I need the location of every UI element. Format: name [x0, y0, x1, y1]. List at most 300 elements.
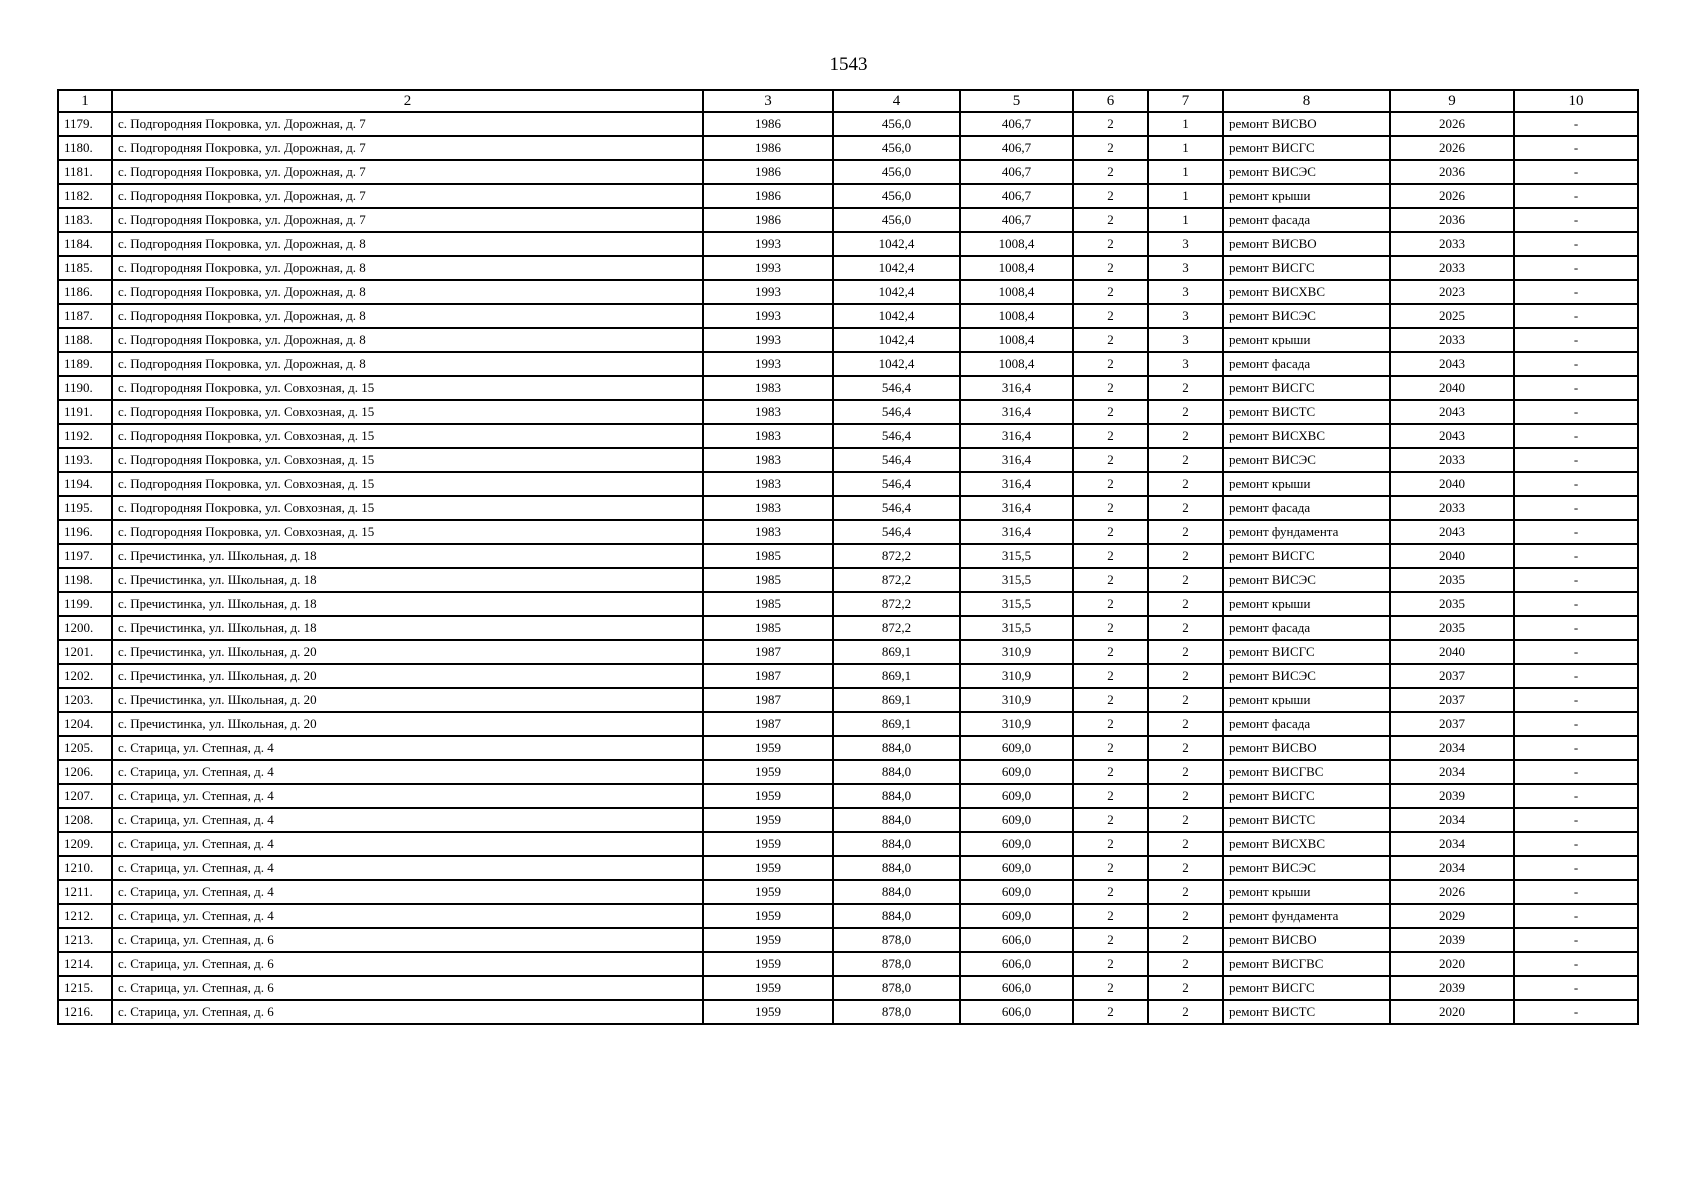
cell-row-number: 1179.: [58, 112, 112, 136]
cell-address: с. Старица, ул. Степная, д. 4: [112, 736, 703, 760]
cell-note: -: [1514, 520, 1638, 544]
table-row: [58, 352, 1638, 376]
cell-year-built: 1986: [703, 184, 833, 208]
cell-note: -: [1514, 928, 1638, 952]
cell-work-type: ремонт ВИСХВС: [1223, 280, 1390, 304]
cell-entrances: 2: [1148, 376, 1223, 400]
cell-floors: 2: [1073, 256, 1148, 280]
cell-work-type: ремонт ВИСВО: [1223, 112, 1390, 136]
cell-year-built: 1983: [703, 400, 833, 424]
cell-row-number: 1202.: [58, 664, 112, 688]
cell-address: с. Подгородняя Покровка, ул. Дорожная, д. 8: [112, 304, 703, 328]
cell-entrances: 2: [1148, 1000, 1223, 1024]
cell-planned-year: 2025: [1390, 304, 1514, 328]
cell-entrances: 2: [1148, 952, 1223, 976]
cell-living-area: 316,4: [960, 520, 1073, 544]
cell-work-type: ремонт фасада: [1223, 496, 1390, 520]
cell-note: -: [1514, 712, 1638, 736]
cell-address: с. Старица, ул. Степная, д. 6: [112, 976, 703, 1000]
cell-work-type: ремонт ВИСТС: [1223, 400, 1390, 424]
cell-address: с. Подгородняя Покровка, ул. Дорожная, д. 7: [112, 208, 703, 232]
cell-total-area: 546,4: [833, 424, 960, 448]
cell-entrances: 2: [1148, 832, 1223, 856]
cell-row-number: 1182.: [58, 184, 112, 208]
table-row: [58, 520, 1638, 544]
cell-entrances: 1: [1148, 208, 1223, 232]
cell-entrances: 2: [1148, 976, 1223, 1000]
cell-entrances: 2: [1148, 736, 1223, 760]
cell-note: -: [1514, 640, 1638, 664]
cell-note: -: [1514, 280, 1638, 304]
cell-work-type: ремонт фасада: [1223, 712, 1390, 736]
cell-planned-year: 2043: [1390, 352, 1514, 376]
cell-work-type: ремонт фасада: [1223, 616, 1390, 640]
cell-address: с. Подгородняя Покровка, ул. Совхозная, д. 15: [112, 448, 703, 472]
cell-row-number: 1216.: [58, 1000, 112, 1024]
cell-total-area: 872,2: [833, 616, 960, 640]
cell-entrances: 1: [1148, 184, 1223, 208]
cell-row-number: 1186.: [58, 280, 112, 304]
cell-entrances: 2: [1148, 520, 1223, 544]
cell-note: -: [1514, 856, 1638, 880]
cell-planned-year: 2035: [1390, 592, 1514, 616]
cell-work-type: ремонт крыши: [1223, 880, 1390, 904]
cell-floors: 2: [1073, 592, 1148, 616]
table-row: [58, 712, 1638, 736]
cell-address: с. Пречистинка, ул. Школьная, д. 18: [112, 592, 703, 616]
cell-note: -: [1514, 232, 1638, 256]
cell-entrances: 2: [1148, 592, 1223, 616]
table-row: [58, 496, 1638, 520]
cell-floors: 2: [1073, 688, 1148, 712]
cell-planned-year: 2043: [1390, 400, 1514, 424]
cell-work-type: ремонт фундамента: [1223, 520, 1390, 544]
cell-planned-year: 2034: [1390, 808, 1514, 832]
cell-year-built: 1993: [703, 256, 833, 280]
cell-work-type: ремонт фасада: [1223, 352, 1390, 376]
cell-note: -: [1514, 352, 1638, 376]
table-row: [58, 544, 1638, 568]
cell-work-type: ремонт ВИСГС: [1223, 136, 1390, 160]
cell-row-number: 1194.: [58, 472, 112, 496]
cell-living-area: 609,0: [960, 736, 1073, 760]
cell-note: -: [1514, 664, 1638, 688]
cell-total-area: 884,0: [833, 736, 960, 760]
cell-note: -: [1514, 304, 1638, 328]
cell-year-built: 1959: [703, 1000, 833, 1024]
cell-address: с. Подгородняя Покровка, ул. Дорожная, д. 7: [112, 184, 703, 208]
cell-row-number: 1193.: [58, 448, 112, 472]
cell-year-built: 1983: [703, 424, 833, 448]
cell-row-number: 1185.: [58, 256, 112, 280]
cell-living-area: 1008,4: [960, 280, 1073, 304]
cell-address: с. Подгородняя Покровка, ул. Дорожная, д. 8: [112, 328, 703, 352]
cell-planned-year: 2033: [1390, 232, 1514, 256]
cell-address: с. Подгородняя Покровка, ул. Совхозная, д. 15: [112, 520, 703, 544]
cell-year-built: 1959: [703, 736, 833, 760]
cell-entrances: 2: [1148, 928, 1223, 952]
cell-living-area: 316,4: [960, 448, 1073, 472]
table-row: [58, 856, 1638, 880]
table-row: [58, 904, 1638, 928]
table-row: [58, 376, 1638, 400]
cell-living-area: 1008,4: [960, 232, 1073, 256]
table-row: [58, 256, 1638, 280]
cell-address: с. Старица, ул. Степная, д. 6: [112, 1000, 703, 1024]
cell-total-area: 1042,4: [833, 280, 960, 304]
table-row: [58, 640, 1638, 664]
table-row: [58, 616, 1638, 640]
cell-living-area: 609,0: [960, 880, 1073, 904]
column-header-8: 8: [1223, 90, 1390, 112]
cell-year-built: 1986: [703, 160, 833, 184]
cell-work-type: ремонт ВИСГС: [1223, 976, 1390, 1000]
column-header-10: 10: [1514, 90, 1638, 112]
cell-planned-year: 2033: [1390, 328, 1514, 352]
cell-work-type: ремонт фасада: [1223, 208, 1390, 232]
cell-address: с. Подгородняя Покровка, ул. Дорожная, д. 7: [112, 160, 703, 184]
cell-entrances: 2: [1148, 760, 1223, 784]
cell-total-area: 884,0: [833, 784, 960, 808]
cell-planned-year: 2040: [1390, 472, 1514, 496]
table-row: [58, 232, 1638, 256]
table-row: [58, 448, 1638, 472]
cell-note: -: [1514, 472, 1638, 496]
table-row: [58, 136, 1638, 160]
cell-note: -: [1514, 904, 1638, 928]
table-row: [58, 592, 1638, 616]
cell-address: с. Пречистинка, ул. Школьная, д. 18: [112, 568, 703, 592]
cell-living-area: 315,5: [960, 544, 1073, 568]
cell-entrances: 2: [1148, 448, 1223, 472]
column-header-3: 3: [703, 90, 833, 112]
column-header-6: 6: [1073, 90, 1148, 112]
cell-total-area: 878,0: [833, 1000, 960, 1024]
cell-floors: 2: [1073, 328, 1148, 352]
cell-floors: 2: [1073, 952, 1148, 976]
cell-entrances: 3: [1148, 256, 1223, 280]
cell-note: -: [1514, 256, 1638, 280]
cell-note: -: [1514, 448, 1638, 472]
cell-living-area: 609,0: [960, 856, 1073, 880]
cell-total-area: 546,4: [833, 520, 960, 544]
cell-living-area: 606,0: [960, 952, 1073, 976]
cell-row-number: 1206.: [58, 760, 112, 784]
cell-floors: 2: [1073, 760, 1148, 784]
cell-note: -: [1514, 400, 1638, 424]
table-row: [58, 736, 1638, 760]
table-row: [58, 472, 1638, 496]
cell-year-built: 1959: [703, 952, 833, 976]
cell-note: -: [1514, 160, 1638, 184]
table-body: [58, 112, 1638, 1024]
cell-row-number: 1214.: [58, 952, 112, 976]
cell-note: -: [1514, 952, 1638, 976]
cell-total-area: 878,0: [833, 976, 960, 1000]
cell-living-area: 315,5: [960, 568, 1073, 592]
cell-total-area: 884,0: [833, 808, 960, 832]
cell-living-area: 609,0: [960, 904, 1073, 928]
cell-planned-year: 2026: [1390, 136, 1514, 160]
cell-row-number: 1187.: [58, 304, 112, 328]
cell-address: с. Пречистинка, ул. Школьная, д. 20: [112, 688, 703, 712]
cell-year-built: 1959: [703, 880, 833, 904]
cell-row-number: 1207.: [58, 784, 112, 808]
cell-living-area: 609,0: [960, 832, 1073, 856]
cell-entrances: 2: [1148, 640, 1223, 664]
cell-address: с. Пречистинка, ул. Школьная, д. 18: [112, 544, 703, 568]
cell-work-type: ремонт ВИСВО: [1223, 928, 1390, 952]
cell-year-built: 1993: [703, 328, 833, 352]
cell-row-number: 1205.: [58, 736, 112, 760]
cell-address: с. Подгородняя Покровка, ул. Совхозная, д. 15: [112, 400, 703, 424]
cell-living-area: 406,7: [960, 184, 1073, 208]
cell-note: -: [1514, 616, 1638, 640]
registry-table: [57, 89, 1639, 1025]
cell-planned-year: 2039: [1390, 784, 1514, 808]
cell-floors: 2: [1073, 304, 1148, 328]
cell-living-area: 406,7: [960, 136, 1073, 160]
cell-year-built: 1985: [703, 544, 833, 568]
cell-year-built: 1993: [703, 280, 833, 304]
cell-planned-year: 2035: [1390, 568, 1514, 592]
cell-row-number: 1203.: [58, 688, 112, 712]
cell-year-built: 1959: [703, 904, 833, 928]
table-row: [58, 664, 1638, 688]
cell-entrances: 2: [1148, 712, 1223, 736]
cell-floors: 2: [1073, 880, 1148, 904]
cell-living-area: 406,7: [960, 160, 1073, 184]
cell-planned-year: 2033: [1390, 496, 1514, 520]
cell-planned-year: 2033: [1390, 448, 1514, 472]
cell-planned-year: 2039: [1390, 928, 1514, 952]
table-row: [58, 184, 1638, 208]
cell-floors: 2: [1073, 472, 1148, 496]
cell-total-area: 884,0: [833, 856, 960, 880]
cell-work-type: ремонт ВИСЭС: [1223, 856, 1390, 880]
cell-note: -: [1514, 328, 1638, 352]
cell-row-number: 1180.: [58, 136, 112, 160]
cell-note: -: [1514, 136, 1638, 160]
cell-row-number: 1195.: [58, 496, 112, 520]
cell-entrances: 3: [1148, 328, 1223, 352]
cell-row-number: 1184.: [58, 232, 112, 256]
cell-address: с. Подгородняя Покровка, ул. Дорожная, д. 8: [112, 256, 703, 280]
cell-work-type: ремонт ВИСГС: [1223, 544, 1390, 568]
cell-entrances: 2: [1148, 496, 1223, 520]
cell-entrances: 2: [1148, 880, 1223, 904]
cell-row-number: 1208.: [58, 808, 112, 832]
column-header-9: 9: [1390, 90, 1514, 112]
cell-living-area: 316,4: [960, 424, 1073, 448]
cell-year-built: 1983: [703, 472, 833, 496]
cell-work-type: ремонт крыши: [1223, 328, 1390, 352]
cell-floors: 2: [1073, 928, 1148, 952]
cell-row-number: 1196.: [58, 520, 112, 544]
cell-note: -: [1514, 688, 1638, 712]
cell-work-type: ремонт ВИСВО: [1223, 232, 1390, 256]
cell-note: -: [1514, 1000, 1638, 1024]
cell-living-area: 606,0: [960, 928, 1073, 952]
cell-floors: 2: [1073, 496, 1148, 520]
cell-floors: 2: [1073, 568, 1148, 592]
cell-floors: 2: [1073, 208, 1148, 232]
table-row: [58, 880, 1638, 904]
cell-note: -: [1514, 112, 1638, 136]
cell-living-area: 609,0: [960, 784, 1073, 808]
cell-work-type: ремонт ВИСГС: [1223, 256, 1390, 280]
cell-total-area: 546,4: [833, 400, 960, 424]
cell-total-area: 869,1: [833, 640, 960, 664]
cell-year-built: 1987: [703, 664, 833, 688]
cell-living-area: 406,7: [960, 112, 1073, 136]
cell-address: с. Подгородняя Покровка, ул. Совхозная, д. 15: [112, 376, 703, 400]
cell-living-area: 406,7: [960, 208, 1073, 232]
cell-entrances: 1: [1148, 160, 1223, 184]
cell-address: с. Подгородняя Покровка, ул. Дорожная, д. 7: [112, 112, 703, 136]
cell-entrances: 2: [1148, 808, 1223, 832]
cell-planned-year: 2035: [1390, 616, 1514, 640]
cell-note: -: [1514, 208, 1638, 232]
cell-row-number: 1198.: [58, 568, 112, 592]
cell-total-area: 456,0: [833, 184, 960, 208]
cell-work-type: ремонт крыши: [1223, 592, 1390, 616]
cell-work-type: ремонт ВИСТС: [1223, 1000, 1390, 1024]
cell-year-built: 1985: [703, 568, 833, 592]
cell-row-number: 1190.: [58, 376, 112, 400]
cell-year-built: 1983: [703, 448, 833, 472]
table-row: [58, 952, 1638, 976]
cell-living-area: 606,0: [960, 1000, 1073, 1024]
cell-work-type: ремонт ВИСВО: [1223, 736, 1390, 760]
cell-living-area: 315,5: [960, 592, 1073, 616]
cell-total-area: 878,0: [833, 952, 960, 976]
cell-address: с. Пречистинка, ул. Школьная, д. 20: [112, 664, 703, 688]
cell-note: -: [1514, 424, 1638, 448]
cell-living-area: 1008,4: [960, 352, 1073, 376]
cell-floors: 2: [1073, 616, 1148, 640]
table-row: [58, 688, 1638, 712]
cell-entrances: 2: [1148, 856, 1223, 880]
cell-floors: 2: [1073, 640, 1148, 664]
cell-entrances: 3: [1148, 280, 1223, 304]
cell-floors: 2: [1073, 160, 1148, 184]
cell-floors: 2: [1073, 1000, 1148, 1024]
cell-row-number: 1192.: [58, 424, 112, 448]
cell-floors: 2: [1073, 784, 1148, 808]
cell-planned-year: 2033: [1390, 256, 1514, 280]
cell-floors: 2: [1073, 544, 1148, 568]
cell-total-area: 869,1: [833, 712, 960, 736]
cell-entrances: 2: [1148, 904, 1223, 928]
cell-address: с. Старица, ул. Степная, д. 4: [112, 760, 703, 784]
cell-planned-year: 2040: [1390, 376, 1514, 400]
cell-living-area: 316,4: [960, 376, 1073, 400]
table-row: [58, 280, 1638, 304]
cell-row-number: 1191.: [58, 400, 112, 424]
cell-living-area: 316,4: [960, 496, 1073, 520]
table-row: [58, 808, 1638, 832]
cell-row-number: 1201.: [58, 640, 112, 664]
cell-row-number: 1211.: [58, 880, 112, 904]
cell-address: с. Старица, ул. Степная, д. 6: [112, 952, 703, 976]
cell-planned-year: 2036: [1390, 160, 1514, 184]
column-header-4: 4: [833, 90, 960, 112]
cell-planned-year: 2036: [1390, 208, 1514, 232]
cell-address: с. Подгородняя Покровка, ул. Дорожная, д. 7: [112, 136, 703, 160]
cell-floors: 2: [1073, 448, 1148, 472]
cell-living-area: 1008,4: [960, 304, 1073, 328]
cell-entrances: 1: [1148, 112, 1223, 136]
cell-note: -: [1514, 736, 1638, 760]
cell-living-area: 1008,4: [960, 256, 1073, 280]
cell-entrances: 3: [1148, 304, 1223, 328]
cell-living-area: 315,5: [960, 616, 1073, 640]
cell-planned-year: 2023: [1390, 280, 1514, 304]
cell-living-area: 310,9: [960, 640, 1073, 664]
page-number: 1543: [829, 54, 868, 75]
cell-entrances: 3: [1148, 232, 1223, 256]
cell-work-type: ремонт ВИСЭС: [1223, 160, 1390, 184]
cell-planned-year: 2043: [1390, 424, 1514, 448]
cell-total-area: 869,1: [833, 664, 960, 688]
cell-row-number: 1213.: [58, 928, 112, 952]
cell-year-built: 1959: [703, 976, 833, 1000]
cell-row-number: 1188.: [58, 328, 112, 352]
cell-work-type: ремонт крыши: [1223, 688, 1390, 712]
cell-work-type: ремонт ВИСГС: [1223, 376, 1390, 400]
cell-work-type: ремонт ВИСЭС: [1223, 664, 1390, 688]
cell-planned-year: 2040: [1390, 544, 1514, 568]
cell-note: -: [1514, 376, 1638, 400]
cell-entrances: 2: [1148, 424, 1223, 448]
cell-entrances: 2: [1148, 544, 1223, 568]
cell-work-type: ремонт ВИСЭС: [1223, 448, 1390, 472]
cell-year-built: 1983: [703, 520, 833, 544]
cell-work-type: ремонт крыши: [1223, 184, 1390, 208]
column-header-5: 5: [960, 90, 1073, 112]
cell-total-area: 456,0: [833, 208, 960, 232]
cell-living-area: 316,4: [960, 400, 1073, 424]
cell-total-area: 878,0: [833, 928, 960, 952]
cell-total-area: 872,2: [833, 544, 960, 568]
cell-year-built: 1993: [703, 304, 833, 328]
table-row: [58, 112, 1638, 136]
cell-total-area: 884,0: [833, 832, 960, 856]
column-header-7: 7: [1148, 90, 1223, 112]
cell-total-area: 872,2: [833, 568, 960, 592]
cell-year-built: 1993: [703, 352, 833, 376]
cell-floors: 2: [1073, 856, 1148, 880]
cell-row-number: 1212.: [58, 904, 112, 928]
cell-floors: 2: [1073, 424, 1148, 448]
cell-planned-year: 2026: [1390, 184, 1514, 208]
cell-row-number: 1215.: [58, 976, 112, 1000]
cell-row-number: 1197.: [58, 544, 112, 568]
cell-year-built: 1983: [703, 496, 833, 520]
cell-note: -: [1514, 880, 1638, 904]
cell-note: -: [1514, 760, 1638, 784]
cell-row-number: 1210.: [58, 856, 112, 880]
cell-entrances: 2: [1148, 472, 1223, 496]
cell-floors: 2: [1073, 976, 1148, 1000]
cell-work-type: ремонт ВИСГВС: [1223, 760, 1390, 784]
cell-planned-year: 2043: [1390, 520, 1514, 544]
table-row: [58, 424, 1638, 448]
cell-row-number: 1199.: [58, 592, 112, 616]
table-row: [58, 1000, 1638, 1024]
cell-address: с. Подгородняя Покровка, ул. Дорожная, д. 8: [112, 352, 703, 376]
